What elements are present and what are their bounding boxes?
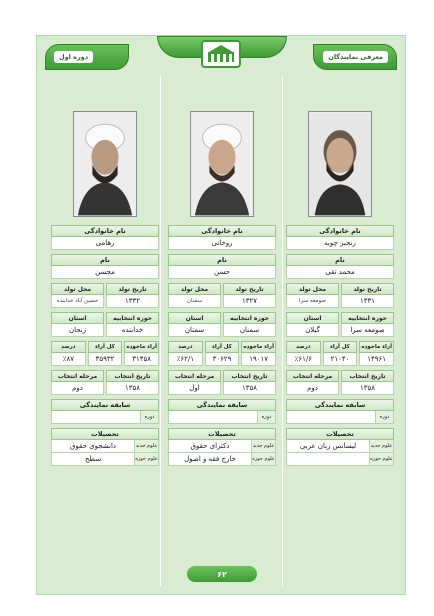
column-divider xyxy=(282,76,283,586)
term-title: دوره اول xyxy=(54,51,93,63)
deputy-card xyxy=(51,111,159,466)
total-votes-value: ۳۰۶۲۹ xyxy=(205,353,240,366)
name-value: حسن xyxy=(168,266,276,279)
seminary-label: علوم حوزه xyxy=(134,453,158,465)
record-label: سابقه نمایندگی xyxy=(51,399,159,411)
votes-label: آراء ماخوذه xyxy=(124,341,159,353)
education-label: تحصیلات xyxy=(51,428,159,440)
seminary-label: علوم حوزه xyxy=(251,453,275,465)
education-label: تحصیلات xyxy=(168,428,276,440)
seminary-value: سطح xyxy=(84,455,102,463)
total-votes-label: کل آراء xyxy=(88,341,123,353)
modern-value: لیسانس زبان عربی xyxy=(299,442,357,450)
family-value: رهامی xyxy=(51,237,159,250)
province-label: استان xyxy=(51,312,104,324)
seminary-education-row xyxy=(286,453,394,466)
seminary-label: علوم حوزه xyxy=(369,453,393,465)
percent-label: درصد xyxy=(286,341,321,353)
record-row xyxy=(286,411,394,424)
province-label: استان xyxy=(286,312,339,324)
votes-label: آراء ماخوذه xyxy=(359,341,394,353)
total-votes-value: ۳۵۹۳۲ xyxy=(88,353,123,366)
district-value: سمنان xyxy=(223,324,276,337)
family-value: روحانی xyxy=(168,237,276,250)
period-label: دوره xyxy=(257,411,275,423)
province-value: سمنان xyxy=(168,324,221,337)
header-ribbon-right xyxy=(313,44,397,70)
education-label: تحصیلات xyxy=(286,428,394,440)
family-label: نام خانوادگی xyxy=(168,225,276,237)
seminary-value xyxy=(287,453,369,465)
stage-value: دوم xyxy=(51,382,104,395)
name-label: نام xyxy=(286,254,394,266)
stage-label: مرحله انتخاب xyxy=(168,370,221,382)
deputy-card xyxy=(286,111,394,466)
family-label: نام خانوادگی xyxy=(286,225,394,237)
modern-label: علوم جدید xyxy=(134,440,158,452)
percent-value: ٪۶۲/۱ xyxy=(168,353,203,366)
period-label: دوره xyxy=(375,411,393,423)
percent-label: درصد xyxy=(51,341,86,353)
record-label: سابقه نمایندگی xyxy=(168,399,276,411)
deputy-card xyxy=(168,111,276,466)
name-label: نام xyxy=(51,254,159,266)
birth-date-label: تاریخ تولد xyxy=(106,283,159,295)
modern-label: علوم جدید xyxy=(251,440,275,452)
election-date-label: تاریخ انتخاب xyxy=(223,370,276,382)
votes-label: آراء ماخوذه xyxy=(241,341,276,353)
record-row xyxy=(51,411,159,424)
modern-education-row xyxy=(51,440,159,453)
name-value: محمد تقی xyxy=(286,266,394,279)
deputy-photo xyxy=(308,111,372,217)
birth-date-value: ۱۳۳۲ xyxy=(106,295,159,308)
birth-date-label: تاریخ تولد xyxy=(223,283,276,295)
district-label: حوزه انتخابیه xyxy=(223,312,276,324)
percent-value: ٪۸۷ xyxy=(51,353,86,366)
stage-label: مرحله انتخاب xyxy=(286,370,339,382)
family-value: رنجبر چوبه xyxy=(286,237,394,250)
province-value: زنجان xyxy=(51,324,104,337)
election-date-value: ۱۳۵۸ xyxy=(341,382,394,395)
province-label: استان xyxy=(168,312,221,324)
stage-value: دوم xyxy=(286,382,339,395)
parliament-emblem-icon xyxy=(201,40,241,68)
deputy-photo xyxy=(73,111,137,217)
votes-value: ۱۴۹۶۱ xyxy=(359,353,394,366)
record-label: سابقه نمایندگی xyxy=(286,399,394,411)
total-votes-label: کل آراء xyxy=(205,341,240,353)
birth-place-label: محل تولد xyxy=(51,283,104,295)
deputy-photo xyxy=(190,111,254,217)
modern-label: علوم جدید xyxy=(369,440,393,452)
modern-education-row xyxy=(168,440,276,453)
modern-education-row xyxy=(286,440,394,453)
name-value: محسن xyxy=(51,266,159,279)
total-votes-value: ۲۱۰۴۰ xyxy=(323,353,358,366)
election-date-value: ۱۳۵۸ xyxy=(106,382,159,395)
election-date-label: تاریخ انتخاب xyxy=(341,370,394,382)
seminary-value: خارج فقه و اصول xyxy=(184,455,236,463)
seminary-education-row xyxy=(51,453,159,466)
period-label: دوره xyxy=(140,411,158,423)
family-label: نام خانوادگی xyxy=(51,225,159,237)
district-value: صومعه سرا xyxy=(341,324,394,337)
modern-value: دکترای حقوق xyxy=(190,442,230,450)
votes-value: ۱۹۰۱۷ xyxy=(241,353,276,366)
name-label: نام xyxy=(168,254,276,266)
district-label: حوزه انتخابیه xyxy=(106,312,159,324)
district-value: خدابنده xyxy=(106,324,159,337)
total-votes-label: کل آراء xyxy=(323,341,358,353)
birth-date-value: ۱۳۳۱ xyxy=(341,295,394,308)
province-value: گیلان xyxy=(286,324,339,337)
percent-value: ٪۶۱/۶ xyxy=(286,353,321,366)
column-divider xyxy=(160,76,161,586)
stage-value: اول xyxy=(168,382,221,395)
modern-value: دانشجوی حقوق xyxy=(70,442,117,450)
record-row xyxy=(168,411,276,424)
election-date-label: تاریخ انتخاب xyxy=(106,370,159,382)
birth-place-label: محل تولد xyxy=(168,283,221,295)
birth-place-value: صومعه سرا xyxy=(286,295,339,308)
votes-value: ۳۱۴۵۸ xyxy=(124,353,159,366)
percent-label: درصد xyxy=(168,341,203,353)
birth-date-value: ۱۳۲۷ xyxy=(223,295,276,308)
birth-place-value: سمنان xyxy=(168,295,221,308)
page-frame xyxy=(36,35,406,595)
district-label: حوزه انتخابیه xyxy=(341,312,394,324)
header-ribbon-left xyxy=(45,44,129,70)
seminary-education-row xyxy=(168,453,276,466)
birth-place-value: حسین آباد خدابنده xyxy=(51,295,104,308)
section-title: معرفی نمایندگان xyxy=(323,51,388,63)
page-number: ۶۲ xyxy=(187,566,257,582)
stage-label: مرحله انتخاب xyxy=(51,370,104,382)
election-date-value: ۱۳۵۸ xyxy=(223,382,276,395)
birth-place-label: محل تولد xyxy=(286,283,339,295)
birth-date-label: تاریخ تولد xyxy=(341,283,394,295)
